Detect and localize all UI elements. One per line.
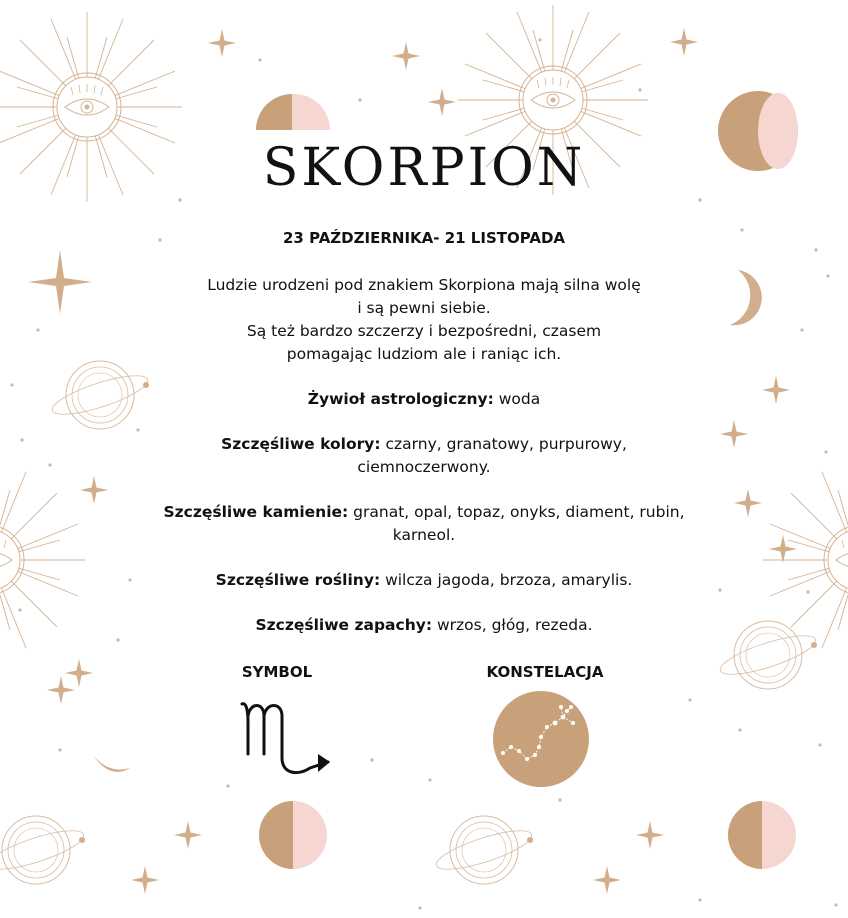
symbol-label: SYMBOL bbox=[241, 663, 313, 681]
colors-value-cont: ciemnoczerwony. bbox=[357, 458, 491, 476]
constellation-label: KONSTELACJA bbox=[486, 663, 604, 681]
intro-line: Są też bardzo szczerzy i bezpośredni, czasem bbox=[246, 322, 602, 340]
stones-value: granat, opal, topaz, onyks, diament, rubin, bbox=[348, 503, 685, 521]
page-title: SKORPION bbox=[262, 138, 586, 198]
scents-value: wrzos, głóg, rezeda. bbox=[432, 616, 593, 634]
stones-label: Szczęśliwe kamienie bbox=[163, 503, 343, 521]
element-value: woda bbox=[493, 390, 541, 408]
plants-row: Szczęśliwe rośliny: wilcza jagoda, brzoza, amarylis. bbox=[215, 571, 633, 589]
colors-value: czarny, granatowy, purpurowy, bbox=[380, 435, 627, 453]
scents-row: Szczęśliwe zapachy: wrzos, głóg, rezeda. bbox=[255, 616, 593, 634]
element-label: Żywioł astrologiczny bbox=[307, 390, 488, 408]
date-range: 23 PAŹDZIERNIKA- 21 LISTOPADA bbox=[282, 229, 566, 247]
intro-line: pomagając ludziom ale i raniąc ich. bbox=[286, 345, 562, 363]
stones-value-cont: karneol. bbox=[392, 526, 456, 544]
scorpius-constellation-icon bbox=[491, 689, 591, 789]
description-block bbox=[130, 274, 718, 637]
sun-eye-icon bbox=[0, 465, 85, 655]
plants-value: wilcza jagoda, brzoza, amarylis. bbox=[380, 571, 633, 589]
scents-label: Szczęśliwe zapachy bbox=[255, 616, 426, 634]
sun-eye-icon bbox=[763, 465, 848, 655]
stones-row: Szczęśliwe kamienie: granat, opal, topaz, onyks, diament, rubin, bbox=[163, 503, 685, 521]
colors-label: Szczęśliwe kolory bbox=[221, 435, 375, 453]
plants-label: Szczęśliwe rośliny bbox=[215, 571, 374, 589]
intro-line: i są pewni siebie. bbox=[357, 299, 491, 317]
colors-row: Szczęśliwe kolory: czarny, granatowy, purpurowy, bbox=[221, 435, 627, 453]
scorpio-glyph-icon bbox=[236, 692, 336, 784]
intro-line: Ludzie urodzeni pod znakiem Skorpiona mają silna wolę bbox=[207, 276, 641, 294]
element-row: Żywioł astrologiczny: woda bbox=[307, 390, 541, 408]
